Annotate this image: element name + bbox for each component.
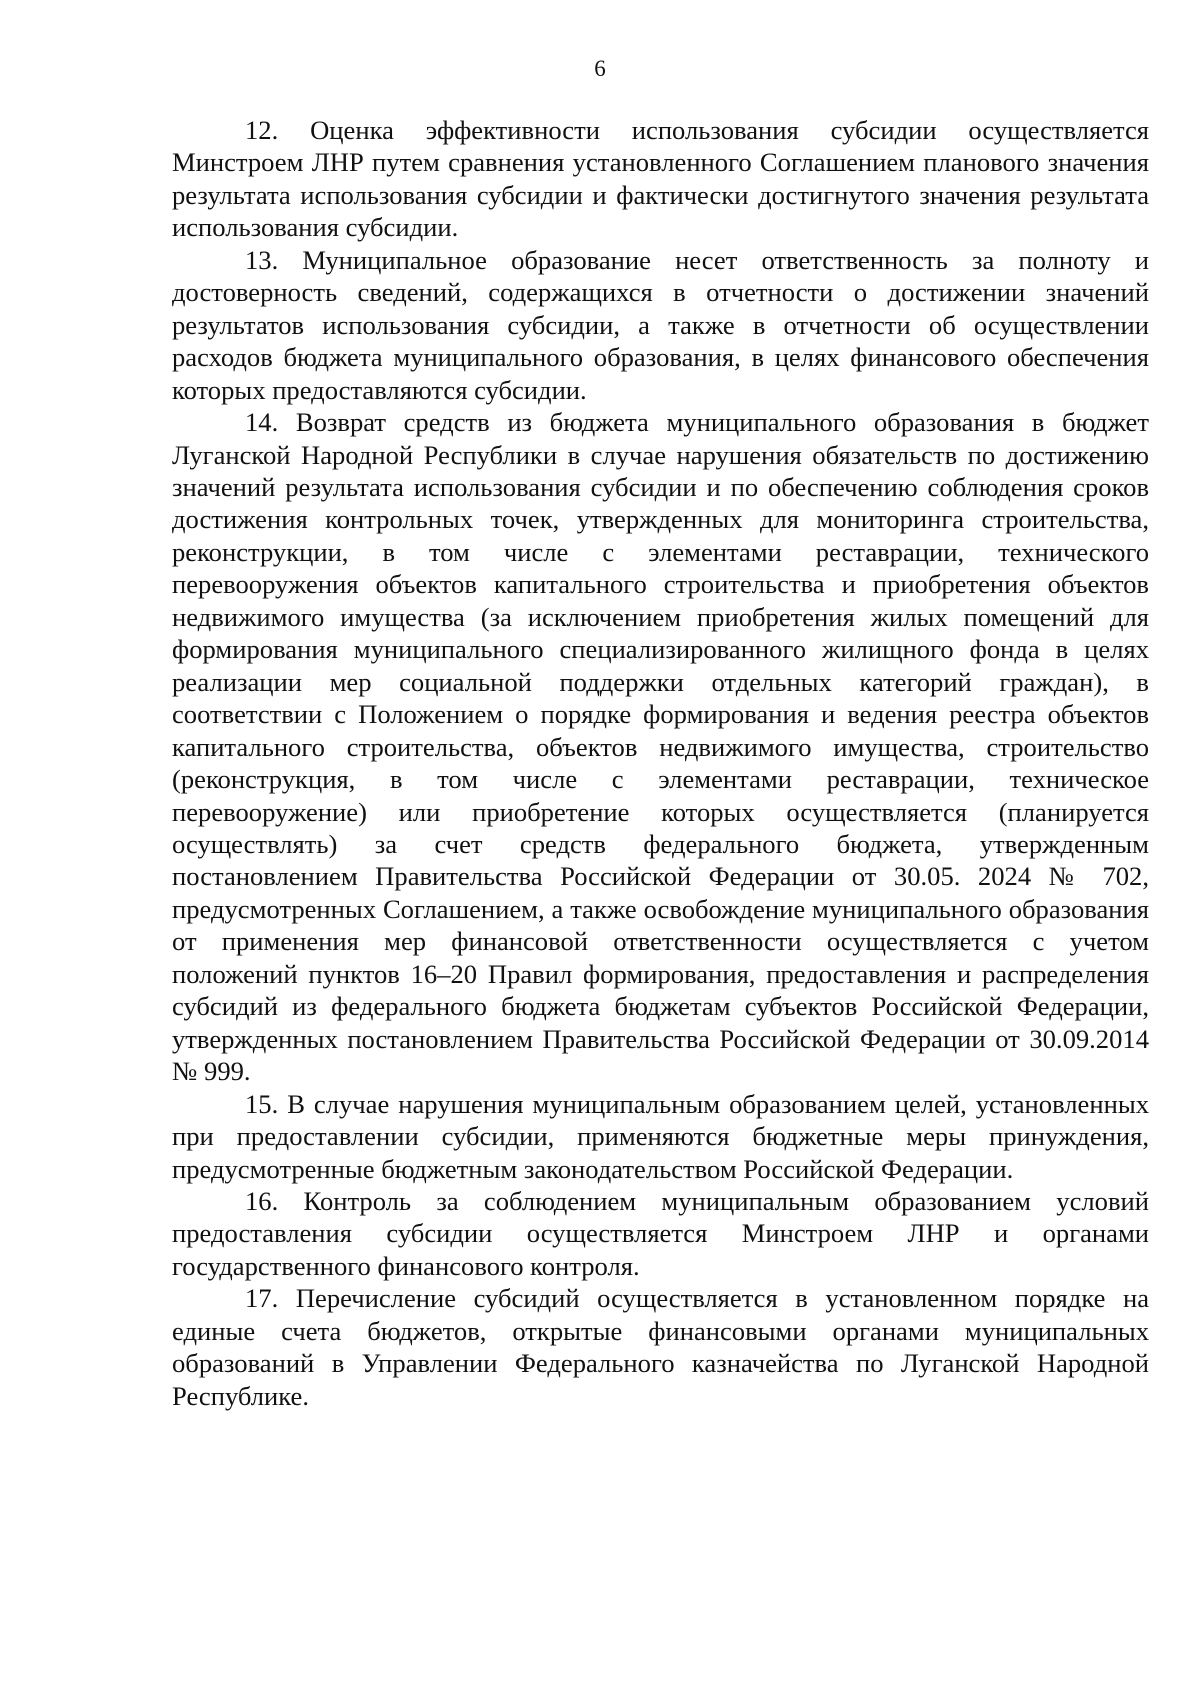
paragraph-17: 17. Перечисление субсидий осуществляется в установленном порядке на единые счета бюджетов, открытые финансовыми органами муниципальных образований в Управлении Федерального казначейства по Луганской Народной Республике. (172, 1283, 1149, 1411)
paragraph-16: 16. Контроль за соблюдением муниципальным образованием условий предоставления субсидии осуществляется Минстроем ЛНР и органами государственного финансового контроля. (172, 1185, 1149, 1281)
page-number: 6 (594, 56, 606, 81)
document-body (172, 114, 1149, 1412)
paragraph-12: 12. Оценка эффективности использования субсидии осуществляется Минстроем ЛНР путем сравнения установленного Соглашением планового значения результата использования субсидии и фактически достигнутого значения результата использования субсидии. (172, 115, 1149, 243)
paragraph-14: 14. Возврат средств из бюджета муниципального образования в бюджет Луганской Народной Республики в случае нарушения обязательств по достижению значений результата использования субсидии и по обеспечению соблюдения сроков достижения контрольных точек, утвержденных для мониторинга строительства, реконструкции, в том числе с элементами реставрации, технического перевооружения объектов капитального строительства и приобретения объектов недвижимого имущества (за исключением приобретения жилых помещений для формирования муниципального специализированного жилищного фонда в целях реализации мер социальной поддержки отдельных категорий граждан), в соответствии с Положением о порядке формирования и ведения реестра объектов капитального строительства, объектов недвижимого имущества, строительство (реконструкция, в том числе с элементами реставрации, техническое перевооружение) или приобретение которых осуществляется (планируется осуществлять) за счет средств федерального бюджета, утвержденным постановлением Правительства Российской Федерации от 30.05. 2024 № 702, предусмотренных Соглашением, а также освобождение муниципального образования от применения мер финансовой ответственности осуществляется с учетом положений пунктов 16–20 Правил формирования, предоставления и распределения субсидий из федерального бюджета бюджетам субъектов Российской Федерации, утвержденных постановлением Правительства Российской Федерации от 30.09.2014 № 999. (172, 407, 1149, 1087)
paragraph-13: 13. Муниципальное образование несет ответственность за полноту и достоверность сведений, содержащихся в отчетности о достижении значений результатов использования субсидии, а также в отчетности об осуществлении расходов бюджета муниципального образования, в целях финансового обеспечения которых предоставляются субсидии. (172, 244, 1149, 405)
paragraph-15: 15. В случае нарушения муниципальным образованием целей, установленных при предоставлении субсидии, применяются бюджетные меры принуждения, предусмотренные бюджетным законодательством Российской Федерации. (172, 1088, 1149, 1184)
